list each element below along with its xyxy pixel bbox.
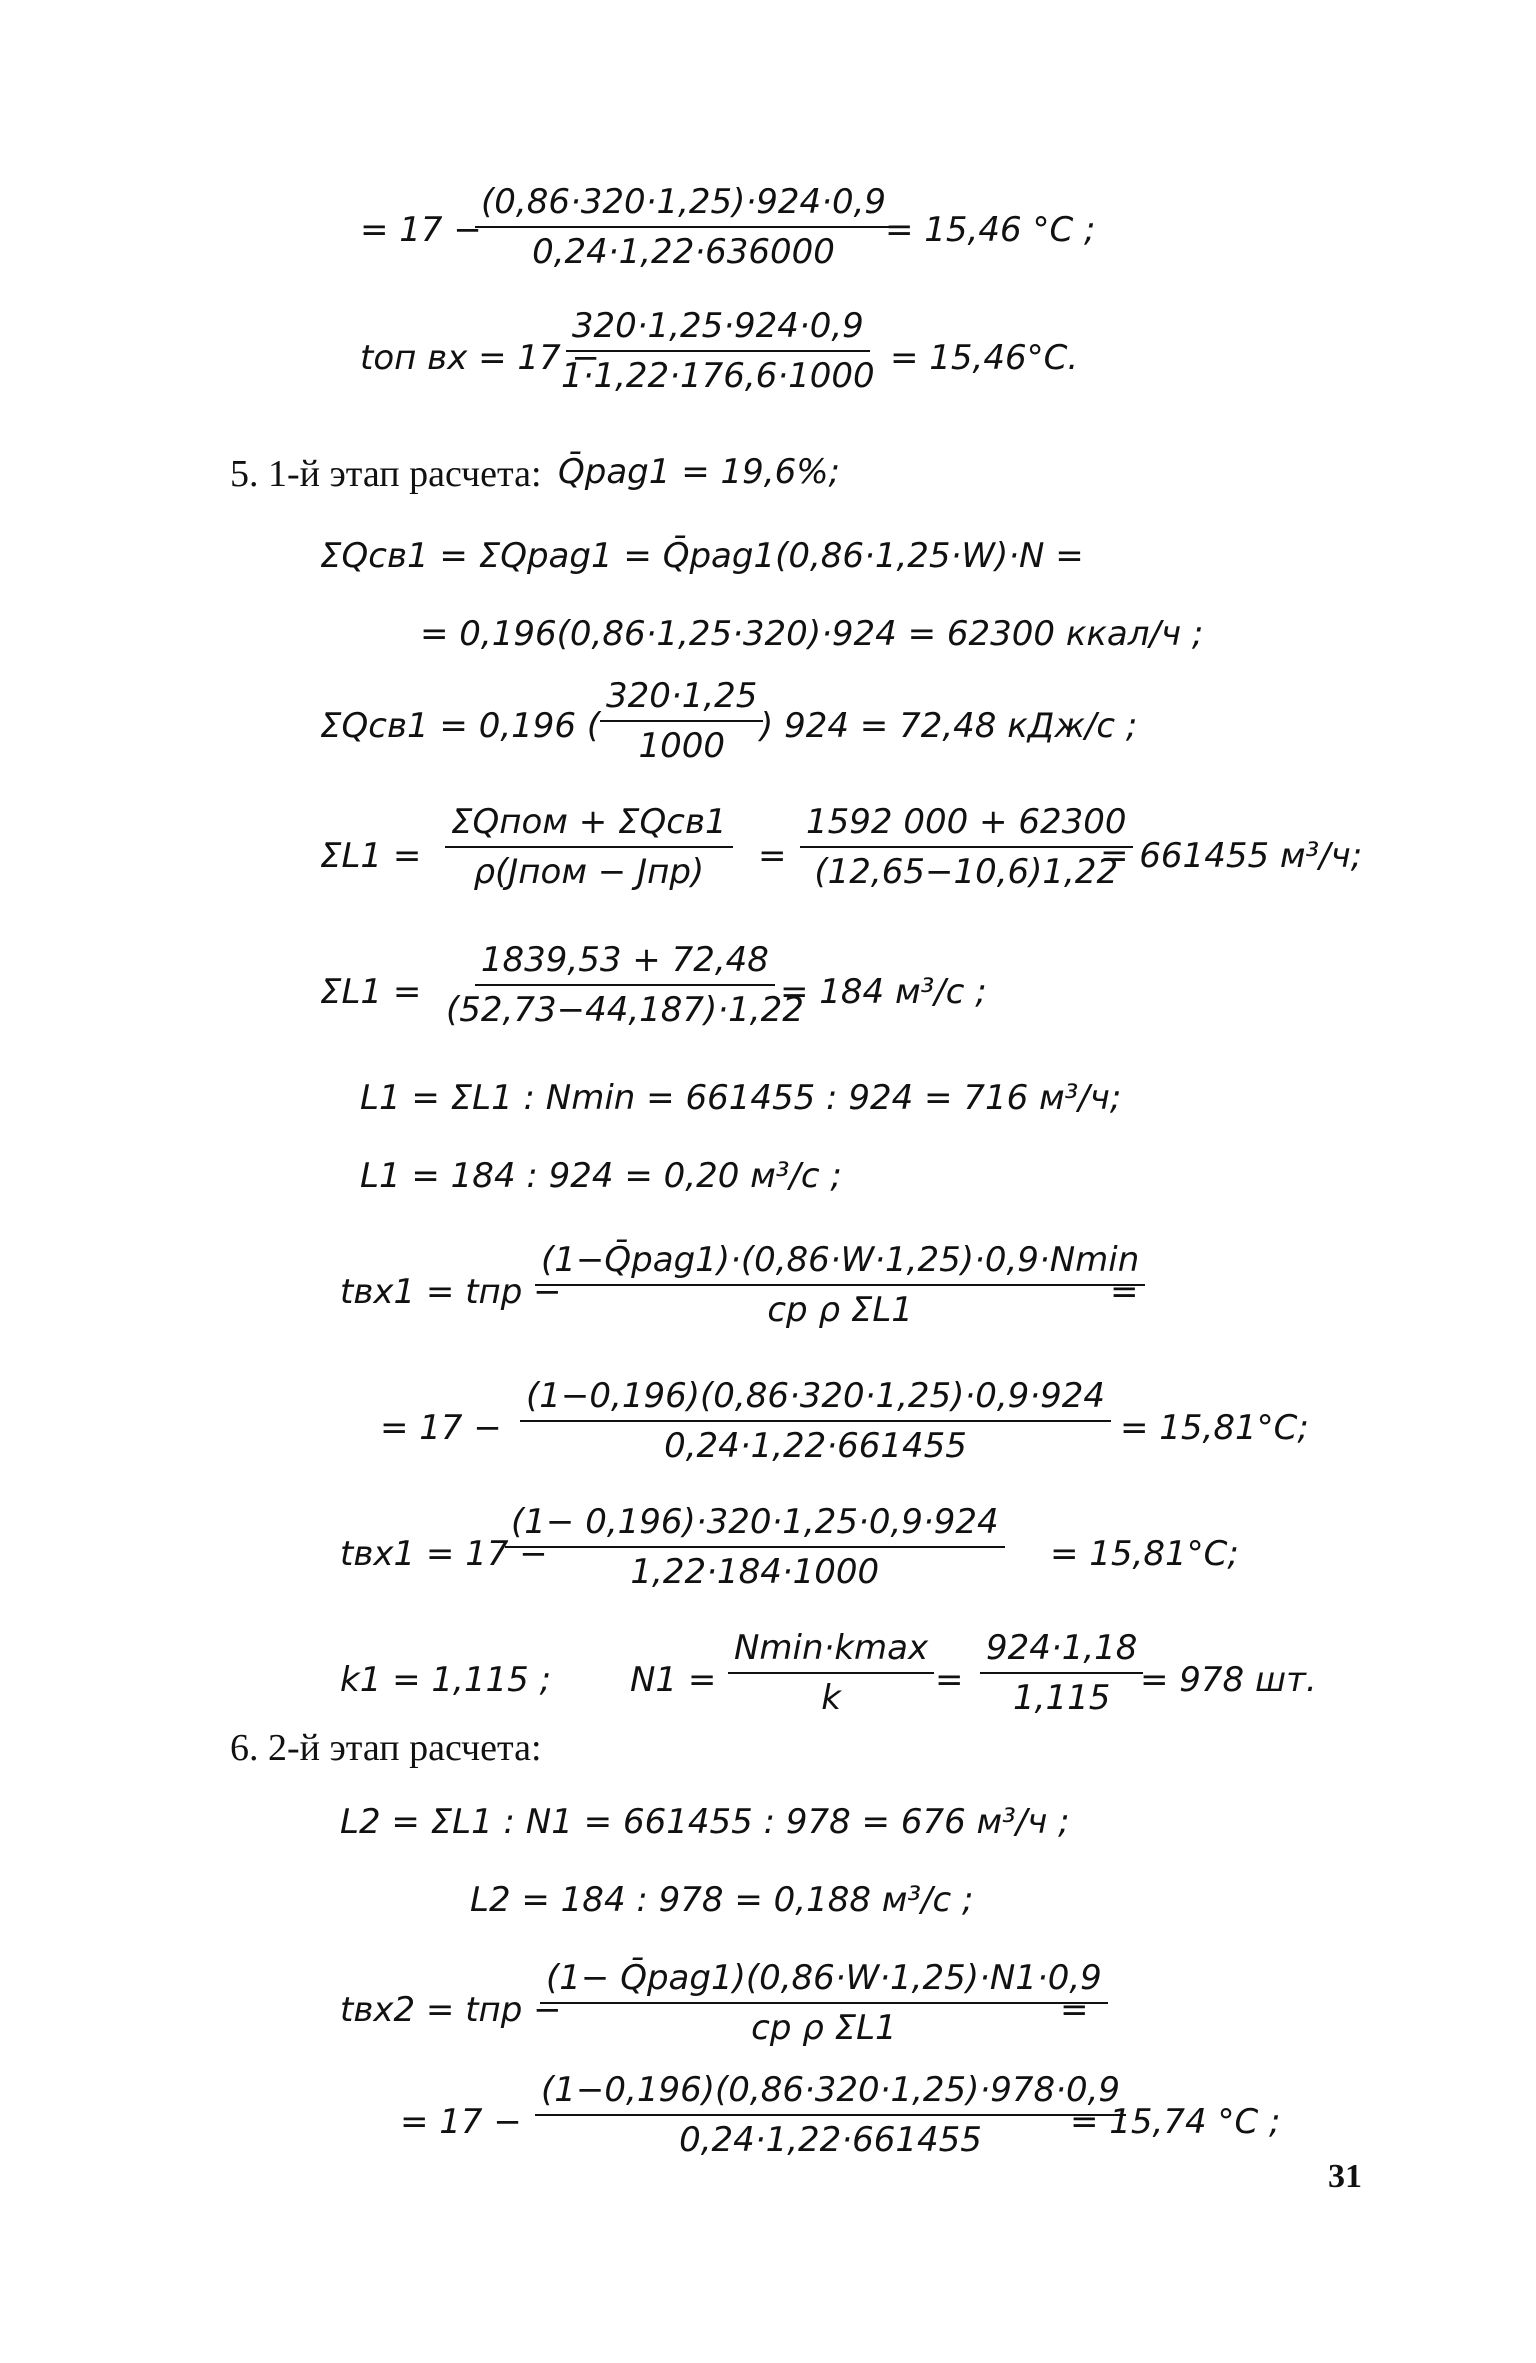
formula-7-lhs: ΣL1 =: [320, 972, 422, 1012]
formula-13-numerator-2: 924·1,18: [980, 1628, 1143, 1674]
formula-1-result: = 15,46 °C ;: [885, 210, 1096, 250]
formula-1-numerator: (0,86·320·1,25)·924·0,9: [475, 182, 892, 228]
formula-17-numerator: (1−0,196)(0,86·320·1,25)·978·0,9: [535, 2070, 1126, 2116]
formula-6-result: = 661455 м³/ч;: [1100, 836, 1363, 876]
formula-7-result: = 184 м³/с ;: [780, 972, 987, 1012]
formula-17-result: = 15,74 °C ;: [1070, 2102, 1281, 2142]
formula-3: ΣQсв1 = ΣQраg1 = Q̄раg1(0,86·1,25·W)·N =: [320, 536, 1084, 576]
formula-12-result: = 15,81°C;: [1050, 1534, 1239, 1574]
formula-6-denominator-2: (12,65−10,6)1,22: [814, 852, 1119, 892]
formula-5-numerator: 320·1,25: [600, 676, 763, 722]
formula-10-equals: =: [1110, 1272, 1139, 1312]
formula-13-equals: =: [935, 1660, 964, 1700]
formula-13-lhs: N1 =: [630, 1660, 717, 1700]
formula-10-numerator: (1−Q̄раg1)·(0,86·W·1,25)·0,9·Nmin: [535, 1240, 1145, 1286]
formula-17-fraction: [535, 2070, 1126, 2160]
formula-11-denominator: 0,24·1,22·661455: [664, 1426, 967, 1466]
formula-12-numerator: (1− 0,196)·320·1,25·0,9·924: [505, 1502, 1005, 1548]
formula-5-lhs: ΣQсв1 = 0,196 (: [320, 706, 601, 746]
formula-12-denominator: 1,22·184·1000: [630, 1552, 880, 1592]
formula-11-lhs: = 17 −: [380, 1408, 502, 1448]
formula-2-numerator: 320·1,25·924·0,9: [566, 306, 870, 352]
formula-7-numerator: 1839,53 + 72,48: [475, 940, 775, 986]
formula-7-fraction: [440, 940, 810, 1030]
formula-17-denominator: 0,24·1,22·661455: [679, 2120, 982, 2160]
formula-1-denominator: 0,24·1,22·636000: [532, 232, 835, 272]
formula-2-fraction: [555, 306, 881, 396]
formula-7-denominator: (52,73−44,187)·1,22: [446, 990, 804, 1030]
formula-15: L2 = 184 : 978 = 0,188 м³/с ;: [470, 1880, 974, 1920]
formula-17-lhs: = 17 −: [400, 2102, 522, 2142]
formula-5-denominator: 1000: [638, 726, 725, 766]
formula-16-equals: =: [1060, 1990, 1089, 2030]
formula-13-denominator-1: k: [821, 1678, 841, 1718]
formula-6-fraction-1: [445, 802, 733, 892]
formula-10-lhs: tвх1 = tпр −: [340, 1272, 562, 1312]
formula-13-result: = 978 шт.: [1140, 1660, 1317, 1700]
formula-8: L1 = ΣL1 : Nmin = 661455 : 924 = 716 м³/ч;: [360, 1078, 1122, 1118]
formula-12-fraction: [505, 1502, 1005, 1592]
formula-1-fraction: [475, 182, 892, 272]
formula-11-result: = 15,81°C;: [1120, 1408, 1309, 1448]
formula-9: L1 = 184 : 924 = 0,20 м³/с ;: [360, 1156, 842, 1196]
formula-11-fraction: [520, 1376, 1111, 1466]
formula-4: = 0,196(0,86·1,25·320)·924 = 62300 ккал/ч ;: [420, 614, 1204, 654]
formula-6-numerator-1: ΣQпом + ΣQсв1: [445, 802, 733, 848]
formula-13-fraction-1: [728, 1628, 934, 1718]
formula-13-numerator-1: Nmin·kmax: [728, 1628, 934, 1674]
formula-2-denominator: 1·1,22·176,6·1000: [561, 356, 875, 396]
page-number: 31: [1328, 2158, 1362, 2195]
formula-16-lhs: tвх2 = tпр −: [340, 1990, 562, 2030]
section-heading-5: 5. 1-й этап расчета:: [230, 453, 542, 495]
section-heading-6: 6. 2-й этап расчета:: [230, 1727, 542, 1769]
formula-14: L2 = ΣL1 : N1 = 661455 : 978 = 676 м³/ч ;: [340, 1802, 1070, 1842]
formula-6-equals: =: [758, 836, 787, 876]
formula-5-fraction: [600, 676, 763, 766]
formula-6-lhs: ΣL1 =: [320, 836, 422, 876]
formula-11-numerator: (1−0,196)(0,86·320·1,25)·0,9·924: [520, 1376, 1111, 1422]
section-5-value: Q̄раg1 = 19,6%;: [558, 452, 840, 492]
formula-10-fraction: [535, 1240, 1145, 1330]
formula-13-fraction-2: [980, 1628, 1143, 1718]
formula-12-lhs: tвх1 = 17 −: [340, 1534, 548, 1574]
formula-16-fraction: [540, 1958, 1108, 2048]
formula-16-denominator: cр ρ ΣL1: [751, 2008, 897, 2048]
formula-6-fraction-2: [800, 802, 1133, 892]
formula-13-k: k1 = 1,115 ;: [340, 1660, 552, 1700]
formula-6-numerator-2: 1592 000 + 62300: [800, 802, 1133, 848]
formula-6-denominator-1: ρ(Jпом − Jпр): [473, 852, 705, 892]
formula-13-denominator-2: 1,115: [1013, 1678, 1111, 1718]
formula-1-lhs: = 17 −: [360, 210, 482, 250]
formula-2-result: = 15,46°C.: [890, 338, 1079, 378]
formula-16-numerator: (1− Q̄раg1)(0,86·W·1,25)·N1·0,9: [540, 1958, 1108, 2004]
formula-5-result: ) 924 = 72,48 кДж/с ;: [760, 706, 1138, 746]
formula-2-lhs: tоп вх = 17 −: [360, 338, 600, 378]
formula-10-denominator: cр ρ ΣL1: [767, 1290, 913, 1330]
